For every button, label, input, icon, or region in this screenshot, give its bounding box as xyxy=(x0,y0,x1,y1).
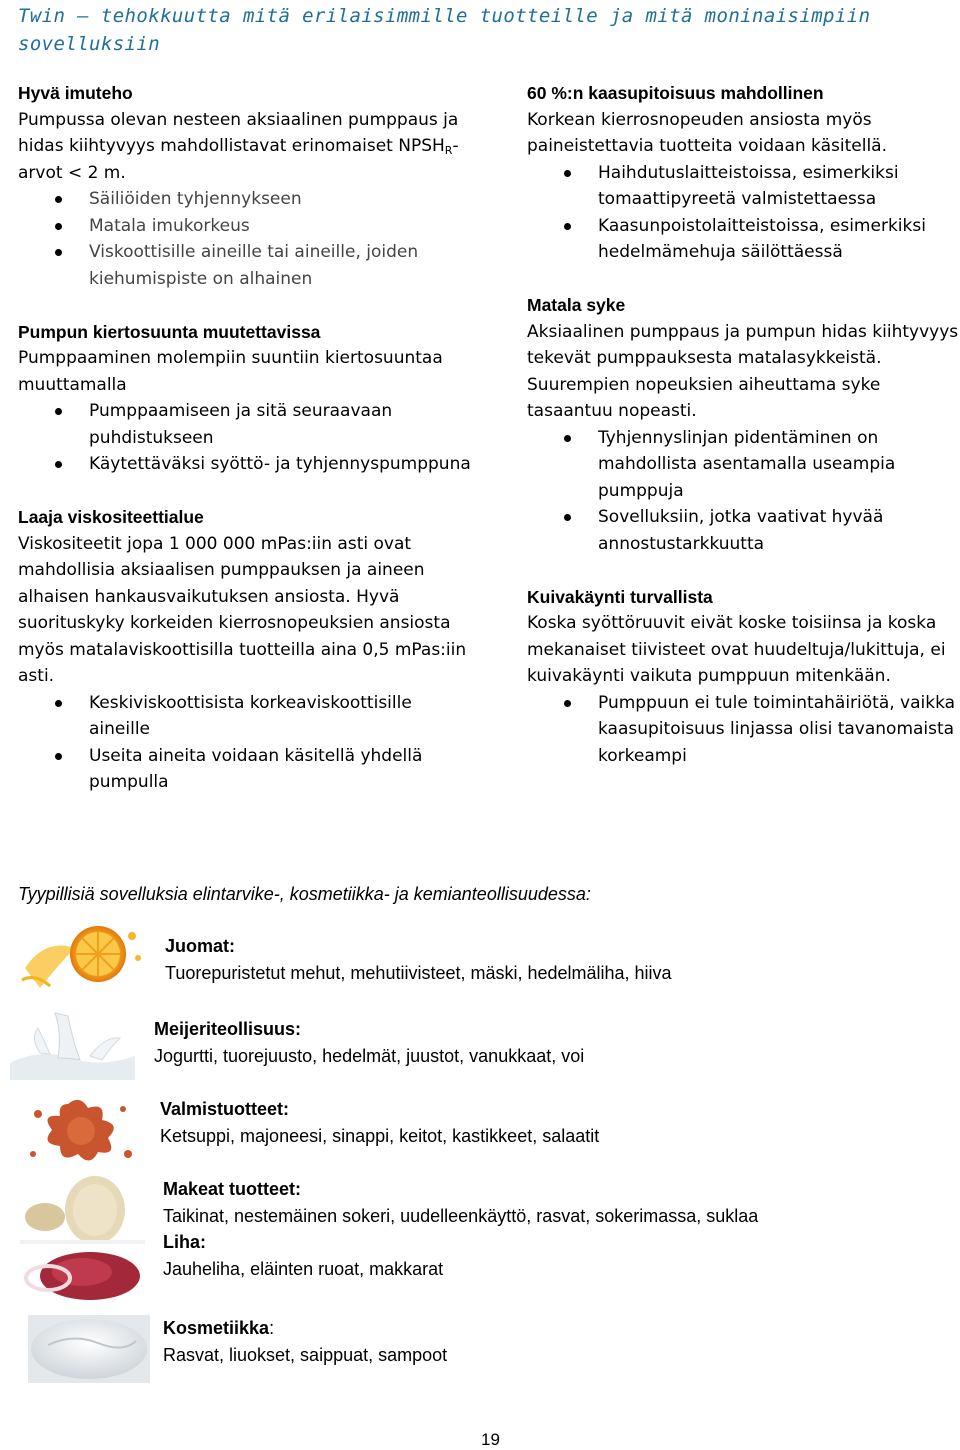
bullet-list xyxy=(527,690,960,770)
subscript: R xyxy=(444,144,453,157)
section-text: Aksiaalinen pumppaus ja pumpun hidas kiihtyvyys tekevät pumppauksesta matalasykkeistä. Suurempien nopeuksien aiheuttama syke tasaantuu nopeasti. xyxy=(527,321,959,421)
list-item-text: Matala imukorkeus xyxy=(89,215,250,236)
applications-title: Tyypillisiä sovelluksia elintarvike-, kosmetiikka- ja kemianteollisuudessa: xyxy=(18,884,591,904)
list-item-text: Haihdutuslaitteistoissa, esimerkiksi tomaattipyreetä valmistettaessa xyxy=(598,162,899,209)
application-cosmetics xyxy=(163,1315,447,1368)
bullet-icon xyxy=(55,700,62,707)
orange-juice-image xyxy=(20,918,145,993)
list-item xyxy=(18,239,473,292)
bullet-list xyxy=(18,398,473,478)
cream-image xyxy=(28,1315,150,1383)
bullet-icon xyxy=(564,170,571,177)
application-beverages xyxy=(165,933,672,986)
bullet-list xyxy=(527,425,960,558)
application-text: Jauheliha, eläinten ruoat, makkarat xyxy=(163,1258,444,1279)
application-sweets-and-meat xyxy=(163,1176,758,1282)
bullet-list xyxy=(18,690,473,796)
section-text: Koska syöttöruuvit eivät koske toisiinsa ja koska mekanaiset tiivisteet ovat huudeltuja/lukittuja, ei kuivakäynti vaikuta pumppuun mitenkään. xyxy=(527,613,946,686)
page-number: 19 xyxy=(481,1430,500,1449)
list-item xyxy=(527,425,960,505)
application-text: Ketsuppi, majoneesi, sinappi, keitot, kastikkeet, salaatit xyxy=(160,1125,600,1146)
bullet-icon xyxy=(564,514,571,521)
section-dry-running xyxy=(527,584,960,770)
list-item xyxy=(18,451,473,478)
list-item-text: Käytettäväksi syöttö- ja tyhjennyspumppuna xyxy=(89,454,471,474)
list-item-text: Säiliöiden tyhjennykseen xyxy=(89,189,302,209)
section-heading: Pumpun kiertosuunta muutettavissa xyxy=(18,321,321,342)
list-item xyxy=(527,160,960,213)
ketchup-image xyxy=(18,1094,143,1169)
bullet-icon xyxy=(55,461,62,468)
application-heading-line xyxy=(163,1315,447,1342)
list-item xyxy=(18,743,473,796)
bullet-icon xyxy=(55,249,62,256)
application-heading: Juomat: xyxy=(165,936,236,956)
list-item-text: Pumppuun ei tule toimintahäiriötä, vaikka kaasupitoisuus linjassa olisi tavanomaista korkeampi xyxy=(598,692,956,766)
list-item-text: Keskiviskoottisista korkeaviskoottisille aineille xyxy=(89,692,412,739)
section-gas-content xyxy=(527,80,960,266)
application-heading: Valmistuotteet: xyxy=(160,1099,290,1119)
application-heading: Kosmetiikka xyxy=(163,1318,270,1338)
list-item-text: Viskoottisille aineille tai aineille, joiden kiehumispiste on alhainen xyxy=(89,242,419,289)
section-text: Pumppaaminen molempiin suuntiin kiertosuuntaa muuttamalla xyxy=(18,348,443,395)
section-text xyxy=(18,107,473,187)
bullet-list xyxy=(527,160,960,266)
list-item xyxy=(527,504,960,557)
application-text: Jogurtti, tuorejuusto, hedelmät, juustot, vanukkaat, voi xyxy=(154,1045,585,1066)
left-column xyxy=(18,80,473,822)
section-text: Viskositeetit jopa 1 000 000 mPas:iin asti ovat mahdollisia aksiaalisen pumppauksen ja aineen alhaisen hankausvaikutuksen ansiosta. Hyvä suorituskyky korkeiden kierrosnopeuksien ansiosta myös matalaviskoottisilla tuotteilla aina 0,5 mPas:iin asti. xyxy=(18,533,467,686)
application-heading: Makeat tuotteet: xyxy=(163,1179,302,1199)
section-heading: Hyvä imuteho xyxy=(18,83,133,103)
bullet-icon xyxy=(564,700,571,707)
list-item-text: Kaasunpoistolaitteistoissa, esimerkiksi hedelmämehuja säilöttäessä xyxy=(598,215,926,262)
section-heading: Matala syke xyxy=(527,295,626,315)
list-item xyxy=(18,213,473,240)
page-title: Twin – tehokkuutta mitä erilaisimmille tuotteille ja mitä moninaisimpiin sovelluksiin xyxy=(18,5,871,55)
bullet-icon xyxy=(55,408,62,415)
application-dairy xyxy=(154,1016,584,1069)
heading-colon: : xyxy=(269,1318,275,1338)
bullet-icon xyxy=(564,435,571,442)
list-item xyxy=(18,690,473,743)
section-text-main: Pumpussa olevan nesteen aksiaalinen pumppaus ja hidas kiihtyvyys mahdollistavat erinomaiset NPSH xyxy=(18,109,459,156)
application-text: Tuorepuristetut mehut, mehutiivisteet, mäski, hedelmäliha, hiiva xyxy=(165,962,672,983)
list-item xyxy=(18,186,473,213)
section-heading: Laaja viskositeettialue xyxy=(18,507,204,527)
application-text: Rasvat, liuokset, saippuat, sampoot xyxy=(163,1344,448,1365)
list-item-text: Useita aineita voidaan käsitellä yhdellä pumpulla xyxy=(89,745,423,792)
section-suction xyxy=(18,80,473,292)
section-text-tail: -arvot < 2 m. xyxy=(18,136,459,183)
bullet-icon xyxy=(564,223,571,230)
section-heading: Kuivakäynti turvallista xyxy=(527,586,713,607)
section-heading: 60 %:n kaasupitoisuus mahdollinen xyxy=(527,83,824,103)
bullet-icon xyxy=(55,196,62,203)
bullet-list xyxy=(18,186,473,292)
right-column xyxy=(527,80,960,796)
list-item-text: Pumppaamiseen ja sitä seuraavaan puhdistukseen xyxy=(89,401,393,448)
list-item xyxy=(527,690,960,770)
section-text: Korkean kierrosnopeuden ansiosta myös paineistettavia tuotteita voidaan käsitellä. xyxy=(527,109,887,156)
section-viscosity xyxy=(18,504,473,796)
list-item xyxy=(527,213,960,266)
application-prepared-foods xyxy=(160,1096,599,1149)
application-heading: Meijeriteollisuus: xyxy=(154,1019,302,1039)
list-item xyxy=(18,398,473,451)
application-text: Taikinat, nestemäinen sokeri, uudelleenkäyttö, rasvat, sokerimassa, suklaa xyxy=(163,1205,759,1226)
bullet-icon xyxy=(55,223,62,230)
list-item-text: Tyhjennyslinjan pidentäminen on mahdollista asentamalla useampia pumppuja xyxy=(598,427,896,501)
milk-splash-image xyxy=(10,1008,135,1080)
bullet-icon xyxy=(55,753,62,760)
application-heading: Liha: xyxy=(163,1232,206,1252)
list-item-text: Sovelluksiin, jotka vaativat hyvää annostustarkkuutta xyxy=(598,507,884,554)
section-pulsation xyxy=(527,292,960,557)
section-rotation xyxy=(18,319,473,478)
dough-and-meat-image xyxy=(20,1172,145,1304)
